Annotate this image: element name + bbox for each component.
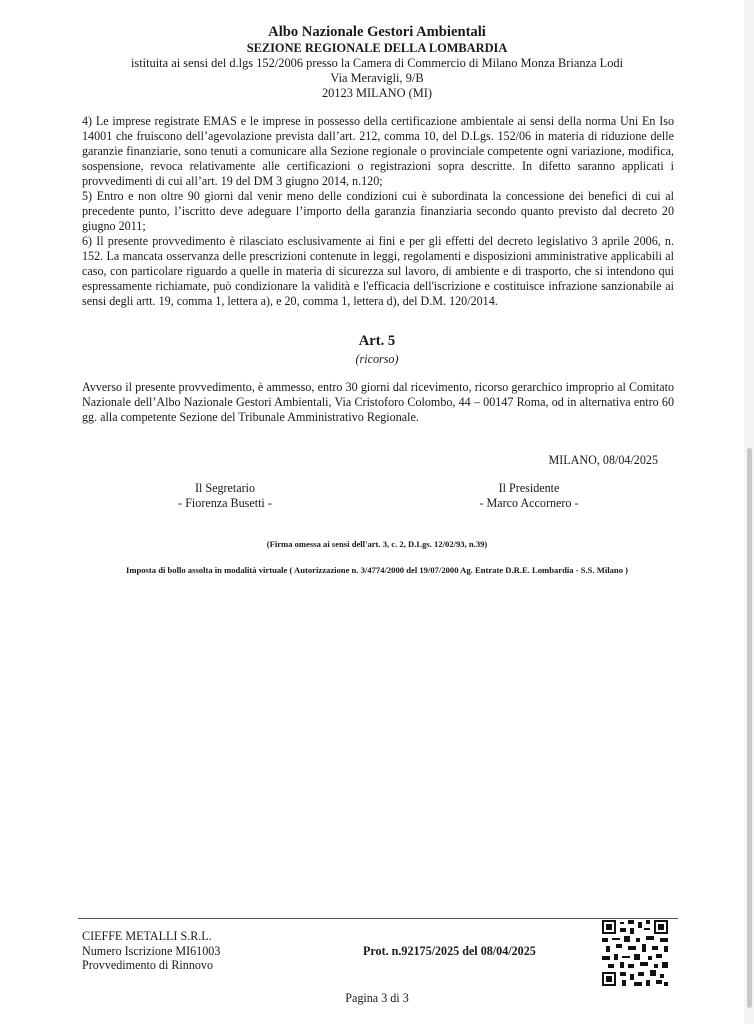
header-section: SEZIONE REGIONALE DELLA LOMBARDIA [246,41,508,55]
signature-president [399,481,659,511]
president-name: - Marco Accornero - [479,496,579,510]
paragraph-4: 4) Le imprese registrate EMAS e le imprese in possesso della certificazione ambientale ai sensi della norma Uni En Iso 14001 che fruiscono dell’agevolazione prevista dall’art. 212, comma 10, del D.Lgs. 152/06 in materia di riduzione delle garanzie finanziarie, sono tenuti a comunicare alla Sezione regionale o provinciale competente ogni variazione, modifica, sospensione, revoca relativamente alle certificazioni o registrazioni sopra descritte. In difetto saranno applicati i provvedimenti di cui all’art. 19 del DM 3 giugno 2014, n.120; [82,114,674,188]
footer-protocol: Prot. n.92175/2025 del 08/04/2025 [363,944,536,958]
article-subtitle: (ricorso) [355,352,399,366]
footer-registration: Numero Iscrizione MI61003 [82,943,221,958]
header-title: Albo Nazionale Gestori Ambientali [268,24,486,40]
paragraph-6: 6) Il presente provvedimento è rilasciato esclusivamente ai fini e per gli effetti del decreto legislativo 3 aprile 2006, n. 152. La mancata osservanza delle prescrizioni contenute in leggi, regolamenti e disposizioni amministrative applicabili al caso, con particolare riguardo a quelle in materia di sicurezza sul lavoro, di ambiente e di trasporto, che si intendono qui espressamente richiamate, può condizionare la validità e l'efficacia dell'iscrizione e costituisce infrazione sanzionabile ai sensi degli artt. 19, comma 1, lettera a), e 20, comma 1, lettera d), del D.M. 120/2014. [82,234,674,308]
stamp-duty-note: Imposta di bollo assolta in modalità virtuale ( Autorizzazione n. 3/4774/2000 del 19/07/2000 Ag. Entrate D.R.E. Lombardia - S.S. Milano ) [125,565,629,575]
secretary-name: - Fiorenza Busetti - [178,496,272,510]
secretary-role: Il Segretario [194,481,256,495]
footer-company: CIEFFE METALLI S.R.L. [82,929,212,943]
footer-provision: Provvedimento di Rinnovo [82,958,214,972]
header-street: Via Meravigli, 9/B [330,71,424,85]
document-date: MILANO, 08/04/2025 [548,453,658,467]
header-instituted: istituita ai sensi del d.lgs 152/2006 presso la Camera di Commercio di Milano Monza Brianza Lodi [130,56,624,70]
signature-omitted-note: (Firma omessa ai sensi dell'art. 3, c. 2, D.Lgs. 12/02/93, n.39) [266,539,488,549]
signature-secretary [95,481,355,511]
document-header [0,24,754,101]
scrollbar-thumb[interactable] [747,448,752,1008]
footer-divider [78,918,678,919]
provisions-block [82,114,674,309]
article-text: Avverso il presente provvedimento, è ammesso, entro 30 giorni dal ricevimento, ricorso gerarchico improprio al Comitato Nazionale dell’Albo Nazionale Gestori Ambientali, Via Cristoforo Colombo, 44 – 00147 Roma, od in alternativa entro 60 gg. alla competente Sezione del Tribunale Amministrativo Regionale. [82,380,674,424]
vertical-scrollbar[interactable] [744,0,754,1024]
article-title: Art. 5 [358,333,396,349]
president-role: Il Presidente [498,481,560,495]
page-number: Pagina 3 di 3 [345,991,409,1005]
qr-code-icon [602,920,668,986]
header-city: 20123 MILANO (MI) [321,86,433,100]
footer-company-info [82,929,220,973]
paragraph-5: 5) Entro e non oltre 90 giorni dal venir meno delle condizioni cui è subordinata la concessione dei benefici di cui al precedente punto, l’iscritto deve adeguare l’importo della garanzia finanziaria secondo quanto previsto dal decreto 20 giugno 2011; [82,189,674,233]
